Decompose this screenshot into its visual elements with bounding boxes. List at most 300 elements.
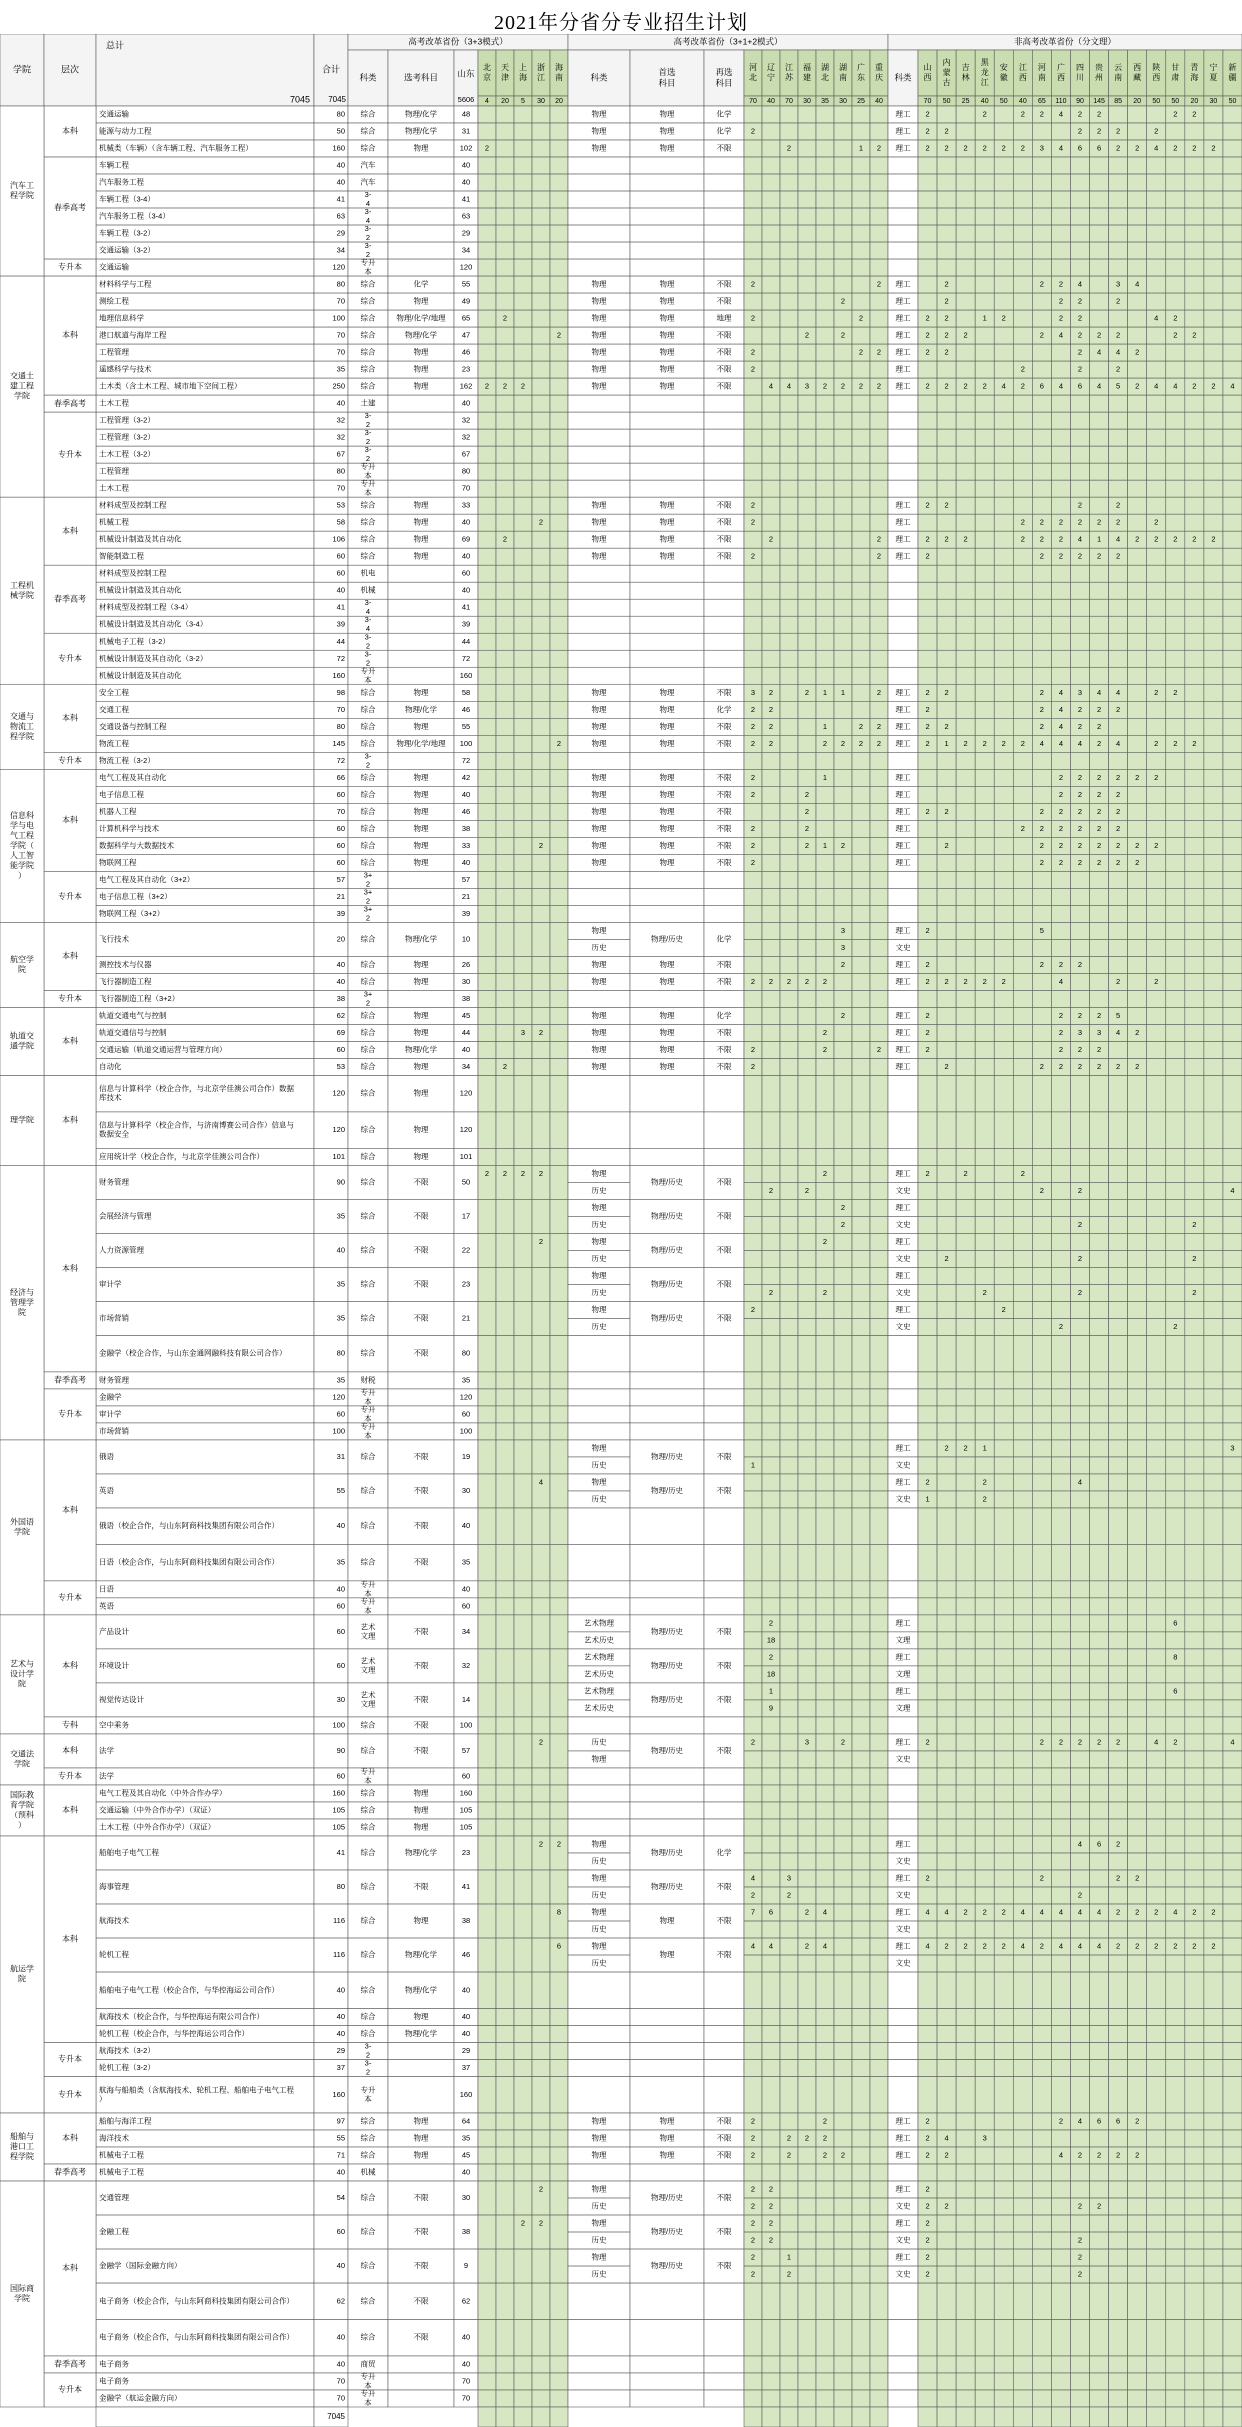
province-cell (532, 956, 550, 973)
province-quota-value: 2 (876, 1044, 882, 1054)
province-cell (1147, 106, 1166, 123)
major-shandong: 10 (461, 934, 471, 944)
major-first-subject: 物理 (659, 381, 675, 391)
province-cell (478, 922, 496, 956)
major-type3: 理工 (895, 143, 911, 153)
province-cell (514, 565, 532, 582)
major-type: 综合 (360, 738, 376, 748)
province-cell (834, 990, 852, 1007)
province-cell (834, 361, 852, 378)
province-quota-value: 2 (750, 823, 756, 833)
province-cell (1166, 1836, 1185, 1853)
province-cell (918, 412, 937, 429)
province-cell (975, 327, 994, 344)
province-cell (870, 1406, 888, 1423)
first-cell (630, 990, 704, 1007)
province-cell (1109, 242, 1128, 259)
major-type: 综合 (360, 1010, 376, 1020)
province-cell (762, 633, 780, 650)
major-total: 100 (332, 1720, 345, 1730)
province-cell (956, 1649, 975, 1666)
province-cell (550, 854, 568, 871)
major-name: 日语（校企合作，与山东阿商科技集团有限公司合作） (99, 1557, 279, 1567)
major-shandong: 67 (461, 449, 471, 459)
province-cell (514, 684, 532, 701)
province-quota-value: 2 (502, 1061, 508, 1071)
major-shandong: 105 (459, 1822, 473, 1832)
province-cell (956, 1544, 975, 1580)
province-cell (1166, 582, 1185, 599)
province-cell (478, 310, 496, 327)
major-name: 工程管理 (99, 347, 129, 357)
major-name: 港口航道与海岸工程 (99, 330, 167, 340)
province-cell (780, 548, 798, 565)
province-cell (1090, 412, 1109, 429)
province-cell (1109, 1423, 1128, 1440)
major-type3: 理工 (895, 704, 911, 714)
province-cell (1051, 1666, 1070, 1683)
province-cell (1185, 1785, 1204, 1802)
province-cell (937, 888, 956, 905)
header-type-label: 科类 (359, 72, 377, 83)
major-type: 本 (364, 1775, 372, 1785)
province-cell (780, 939, 798, 956)
province-cell (744, 225, 762, 242)
province-quota-value: 2 (858, 721, 864, 731)
province-cell (937, 769, 956, 786)
province-cell (1147, 871, 1166, 888)
province-cell (1109, 1250, 1128, 1267)
province-cell (478, 259, 496, 276)
province-cell (994, 1802, 1013, 1819)
province-cell (478, 1406, 496, 1423)
province-cell (994, 1632, 1013, 1649)
province-cell (975, 1216, 994, 1233)
province-cell (514, 871, 532, 888)
province-quota-value: 2 (1058, 517, 1064, 527)
major-shandong: 160 (459, 1788, 473, 1798)
level-name: 专科 (62, 1720, 78, 1730)
major-subject-req: 物理 (413, 1027, 429, 1037)
province-cell (1013, 1406, 1032, 1423)
province-cell (1166, 412, 1185, 429)
province-cell (514, 1199, 532, 1233)
major-total: 250 (332, 381, 345, 391)
province-cell (1147, 1632, 1166, 1649)
province-quota-value: 2 (1211, 381, 1216, 391)
province-cell (780, 1700, 798, 1717)
province-cell (1128, 327, 1147, 344)
province-cell (762, 1148, 780, 1165)
province-cell (1090, 1632, 1109, 1649)
province-cell (762, 1474, 780, 1491)
header-province-name: 西 (1018, 73, 1027, 83)
province-cell (1013, 1440, 1032, 1457)
province-quota-value: 2 (840, 330, 846, 340)
province-cell (1185, 769, 1204, 786)
province-cell (478, 1785, 496, 1802)
major-name: 地理信息科学 (99, 313, 144, 323)
province-cell (834, 123, 852, 140)
province-cell (550, 1581, 568, 1598)
province-cell (780, 820, 798, 837)
province-cell (798, 276, 816, 293)
province-cell (1070, 1372, 1089, 1389)
province-cell (478, 1474, 496, 1508)
major-shandong: 44 (461, 1027, 471, 1037)
province-quota-value: 2 (1039, 517, 1044, 527)
province-quota-value: 2 (1077, 1219, 1083, 1229)
province-cell (550, 514, 568, 531)
header-province-name: 西 (923, 73, 932, 83)
province-quota-value: 2 (1096, 806, 1102, 816)
level-name: 春季高考 (54, 594, 86, 604)
province-cell (1032, 1335, 1051, 1371)
province-cell (744, 1075, 762, 1111)
province-cell (834, 463, 852, 480)
major-total: 70 (336, 806, 345, 816)
province-cell (870, 1887, 888, 1904)
province-quota-value: 2 (944, 806, 949, 816)
province-cell (834, 191, 852, 208)
province-cell (744, 463, 762, 480)
level-name: 本科 (62, 526, 78, 536)
province-cell (975, 1836, 994, 1853)
province-cell (798, 259, 816, 276)
province-cell (1070, 1598, 1089, 1615)
province-cell (514, 820, 532, 837)
major-name: 空中乘务 (99, 1720, 129, 1730)
province-cell (532, 446, 550, 463)
province-cell (478, 990, 496, 1007)
province-cell (994, 1491, 1013, 1508)
major-total: 29 (336, 228, 345, 238)
province-cell (496, 1717, 514, 1734)
province-cell (1090, 446, 1109, 463)
province-cell (798, 514, 816, 531)
province-cell (937, 1372, 956, 1389)
province-cell (496, 361, 514, 378)
major-shandong: 40 (461, 517, 471, 527)
province-cell (478, 820, 496, 837)
major-type3: 理工 (895, 364, 911, 374)
province-quota-value: 2 (1001, 738, 1006, 748)
province-cell (1185, 1717, 1204, 1734)
province-cell (762, 310, 780, 327)
major-shandong: 60 (461, 1771, 471, 1781)
province-cell (1032, 565, 1051, 582)
major-type3: 文史 (895, 1287, 911, 1297)
province-cell (478, 1148, 496, 1165)
province-quota-value: 2 (768, 1185, 774, 1195)
province-cell (1013, 718, 1032, 735)
major-subject-req: 物理 (413, 1010, 429, 1020)
major-name: 交通工程 (99, 704, 129, 714)
province-quota-value: 2 (750, 551, 756, 561)
province-cell (744, 616, 762, 633)
province-cell (1204, 1182, 1223, 1199)
province-cell (798, 361, 816, 378)
province-cell (937, 1024, 956, 1041)
province-cell (1223, 752, 1242, 769)
province-quota-value: 4 (1154, 143, 1159, 153)
header-province-name: 南 (1114, 73, 1123, 83)
province-cell (1185, 990, 1204, 1007)
province-cell (762, 1768, 780, 1785)
major-shandong: 48 (461, 109, 471, 119)
province-cell (550, 1075, 568, 1111)
major-name: 智能制造工程 (99, 551, 144, 561)
province-cell (1128, 599, 1147, 616)
major-shandong: 30 (461, 1485, 471, 1495)
province-cell (1090, 242, 1109, 259)
province-cell (550, 225, 568, 242)
province-cell (1070, 1632, 1089, 1649)
province-cell (1109, 1267, 1128, 1284)
major-total: 30 (336, 1694, 345, 1704)
major-shandong: 70 (461, 483, 471, 493)
province-cell (1166, 429, 1185, 446)
province-quota-value: 2 (1058, 534, 1064, 544)
header-province-quota-label: 50 (999, 97, 1008, 105)
province-cell (1032, 1233, 1051, 1250)
major-second-subject: 不限 (716, 1044, 732, 1054)
province-cell (744, 650, 762, 667)
province-cell (1147, 1649, 1166, 1666)
major-cell (96, 1598, 314, 1615)
province-cell (937, 429, 956, 446)
major-first-subject: 物理 (659, 109, 675, 119)
province-cell (1185, 174, 1204, 191)
province-quota-value: 2 (925, 551, 930, 561)
major-name: 市场营销 (99, 1313, 129, 1323)
province-cell (975, 701, 994, 718)
province-cell (937, 1666, 956, 1683)
major-type2: 历史 (591, 1287, 607, 1297)
province-cell (994, 1335, 1013, 1371)
province-quota-value: 2 (1116, 976, 1121, 986)
major-type: 2 (365, 658, 371, 668)
province-cell (478, 871, 496, 888)
province-cell (1013, 412, 1032, 429)
province-cell (852, 786, 870, 803)
province-cell (532, 650, 550, 667)
province-cell (870, 1491, 888, 1508)
province-cell (1070, 1406, 1089, 1423)
province-quota-value: 2 (1039, 551, 1044, 561)
major-name: 车辆工程（3-2） (99, 228, 155, 238)
province-cell (514, 293, 532, 310)
province-cell (798, 1544, 816, 1580)
major-type2: 历史 (591, 1890, 607, 1900)
province-cell (918, 480, 937, 497)
province-cell (1147, 242, 1166, 259)
province-quota-value: 2 (982, 1287, 987, 1297)
province-cell (798, 395, 816, 412)
province-cell (550, 1474, 568, 1508)
major-second-subject: 不限 (716, 857, 732, 867)
major-second-subject: 不限 (716, 840, 732, 850)
major-type: 专升 (360, 1579, 376, 1589)
province-quota-value: 2 (750, 789, 756, 799)
province-cell (1090, 1819, 1109, 1836)
province-cell (1204, 888, 1223, 905)
province-cell (1166, 752, 1185, 769)
province-cell (918, 1819, 937, 1836)
major-type: 综合 (360, 296, 376, 306)
province-cell (1128, 1041, 1147, 1058)
province-quota-value: 4 (1116, 347, 1121, 357)
province-cell (834, 259, 852, 276)
province-cell (550, 1372, 568, 1389)
province-cell (1166, 208, 1185, 225)
province-cell (1166, 990, 1185, 1007)
province-cell (762, 463, 780, 480)
province-quota-value: 2 (1020, 517, 1025, 527)
province-cell (852, 854, 870, 871)
province-cell (1204, 667, 1223, 684)
major-name: 工程管理（3-2） (99, 415, 155, 425)
major-shandong: 100 (459, 1426, 473, 1436)
province-cell (994, 1508, 1013, 1544)
type3-cell (888, 599, 918, 616)
province-cell (1185, 276, 1204, 293)
province-cell (1185, 922, 1204, 939)
province-cell (994, 667, 1013, 684)
province-cell (975, 1389, 994, 1406)
province-cell (1070, 1802, 1089, 1819)
first-cell (630, 905, 704, 922)
province-cell (1223, 1041, 1242, 1058)
province-cell (1128, 1491, 1147, 1508)
province-cell (514, 1406, 532, 1423)
province-quota-value: 4 (1077, 279, 1083, 289)
college-name: （预科 (10, 1810, 34, 1820)
province-cell (956, 1474, 975, 1491)
major-type: 文理 (360, 1631, 376, 1641)
req-cell (388, 446, 454, 463)
province-cell (975, 582, 994, 599)
province-cell (834, 1615, 852, 1632)
province-cell (1109, 1474, 1128, 1491)
province-cell (1223, 1598, 1242, 1615)
province-cell (816, 1250, 834, 1267)
province-cell (1223, 327, 1242, 344)
province-cell (762, 769, 780, 786)
province-cell (514, 1041, 532, 1058)
province-cell (478, 1423, 496, 1440)
major-shandong: 105 (459, 1805, 473, 1815)
province-cell (1032, 888, 1051, 905)
second-cell (704, 191, 744, 208)
province-quota-value: 2 (1077, 772, 1083, 782)
province-cell (1128, 735, 1147, 752)
level-name: 本科 (62, 1805, 78, 1815)
province-cell (780, 1250, 798, 1267)
header-province-name: 南 (1037, 73, 1046, 83)
province-cell (937, 548, 956, 565)
major-total: 41 (336, 602, 345, 612)
province-cell (956, 667, 975, 684)
major-type: 本 (364, 675, 372, 685)
province-cell (918, 1853, 937, 1870)
major-type: 本 (364, 1605, 372, 1615)
type2-cell (568, 565, 630, 582)
province-cell (834, 1649, 852, 1666)
province-cell (1147, 1112, 1166, 1148)
province-cell (1204, 565, 1223, 582)
major-total: 72 (336, 755, 345, 765)
province-cell (1032, 1853, 1051, 1870)
province-quota-value: 2 (876, 738, 882, 748)
province-cell (852, 1112, 870, 1148)
province-cell (816, 463, 834, 480)
major-name: 法学 (99, 1771, 114, 1781)
province-cell (1070, 446, 1089, 463)
province-cell (852, 1041, 870, 1058)
province-cell (1128, 1199, 1147, 1216)
province-cell (1013, 616, 1032, 633)
province-cell (1128, 157, 1147, 174)
province-cell (1185, 1148, 1204, 1165)
province-cell (1204, 1836, 1223, 1853)
province-cell (1166, 174, 1185, 191)
province-cell (798, 1836, 816, 1853)
province-cell (532, 174, 550, 191)
province-cell (496, 480, 514, 497)
province-quota-value: 2 (750, 976, 756, 986)
province-cell (496, 514, 514, 531)
major-type2: 物理 (591, 738, 607, 748)
province-cell (1032, 1632, 1051, 1649)
req-cell (388, 463, 454, 480)
type2-cell (568, 446, 630, 463)
province-cell (532, 1598, 550, 1615)
major-type3: 文理 (895, 1635, 911, 1645)
province-cell (918, 191, 937, 208)
major-second-subject: 不限 (716, 976, 732, 986)
college-name: 学院 (14, 1759, 30, 1769)
major-type3: 理工 (895, 687, 911, 697)
province-cell (1166, 854, 1185, 871)
province-cell (816, 1372, 834, 1389)
province-cell (937, 1508, 956, 1544)
province-cell (975, 1683, 994, 1700)
province-cell (550, 1406, 568, 1423)
province-cell (1128, 1267, 1147, 1284)
major-subject-req: 物理/化学/地理 (396, 313, 446, 323)
province-cell (870, 480, 888, 497)
major-name: 数据科学与大数据技术 (99, 840, 174, 850)
first-cell (630, 157, 704, 174)
province-quota-value: 2 (556, 330, 562, 340)
province-cell (514, 446, 532, 463)
province-cell (478, 1024, 496, 1041)
province-cell (532, 871, 550, 888)
province-quota-value: 3 (840, 942, 846, 952)
header-province-quota-label: 145 (1093, 97, 1105, 105)
province-cell (852, 1683, 870, 1700)
province-cell (852, 1615, 870, 1632)
major-type2: 艺术物理 (584, 1652, 614, 1662)
province-cell (780, 956, 798, 973)
province-cell (532, 888, 550, 905)
major-first-subject: 物理 (659, 738, 675, 748)
major-type2: 历史 (591, 1185, 607, 1195)
province-cell (1185, 480, 1204, 497)
province-cell (918, 1615, 937, 1632)
province-cell (1051, 990, 1070, 1007)
